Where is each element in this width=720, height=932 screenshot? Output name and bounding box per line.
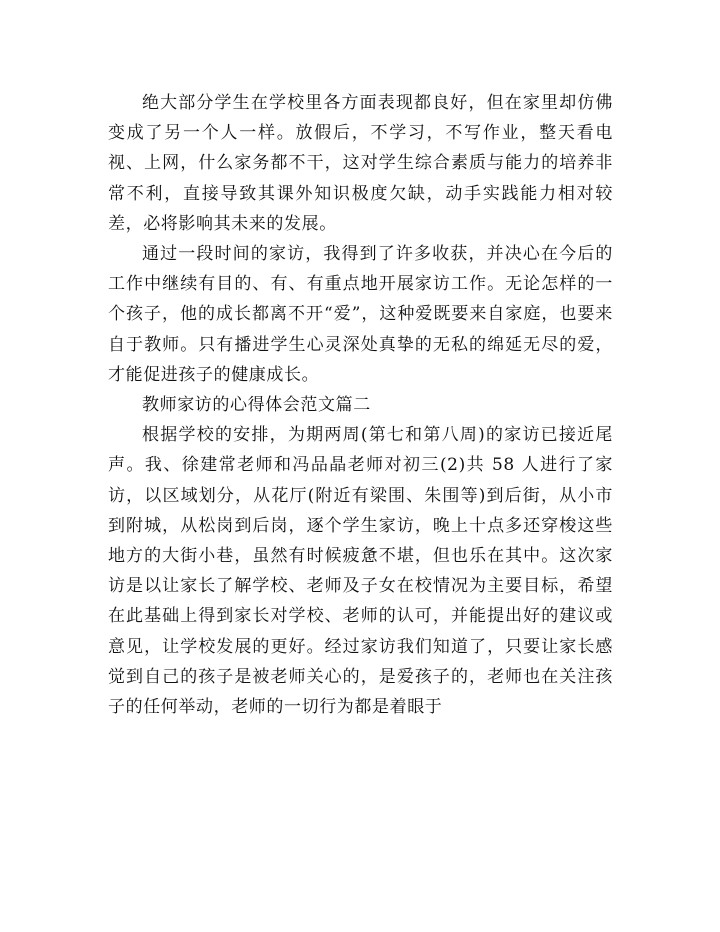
section-heading: 教师家访的心得体会范文篇二: [142, 395, 371, 416]
document-page: [108, 88, 613, 722]
paragraph-2: 通过一段时间的家访，我得到了许多收获，并决心在今后的工作中继续有目的、有、有重点地开展家访工作。无论怎样的一个孩子，他的成长都离不开“爱”，这种爱既要来自家庭，也要来自于教师。只有播进学生心灵深处真挚的无私的绵延无尽的爱，才能促进孩子的健康成长。: [108, 244, 613, 385]
paragraph-3: 根据学校的安排，为期两周(第七和第八周)的家访已接近尾声。我、徐建常老师和冯品晶老师对初三(2)共 58 人进行了家访，以区域划分，从花厅(附近有梁围、朱围等)到后街，从小市到附城，从松岗到后岗，逐个学生家访，晚上十点多还穿梭这些地方的大街小巷，虽然有时候疲惫不堪，但也乐在其中。这次家访是以让家长了解学校、老师及子女在校情况为主要目标，希望在此基础上得到家长对学校、老师的认可，并能提出好的建议或意见，让学校发展的更好。经过家访我们知道了，只要让家长感觉到自己的孩子是被老师关心的，是爱孩子的，老师也在关注孩子的任何举动，老师的一切行为都是着眼于: [108, 425, 613, 718]
paragraph-1: 绝大部分学生在学校里各方面表现都良好，但在家里却仿佛变成了另一个人一样。放假后，不学习，不写作业，整天看电视、上网，什么家务都不干，这对学生综合素质与能力的培养非常不利，直接导致其课外知识极度欠缺，动手实践能力相对较差，必将影响其未来的发展。: [108, 93, 613, 234]
